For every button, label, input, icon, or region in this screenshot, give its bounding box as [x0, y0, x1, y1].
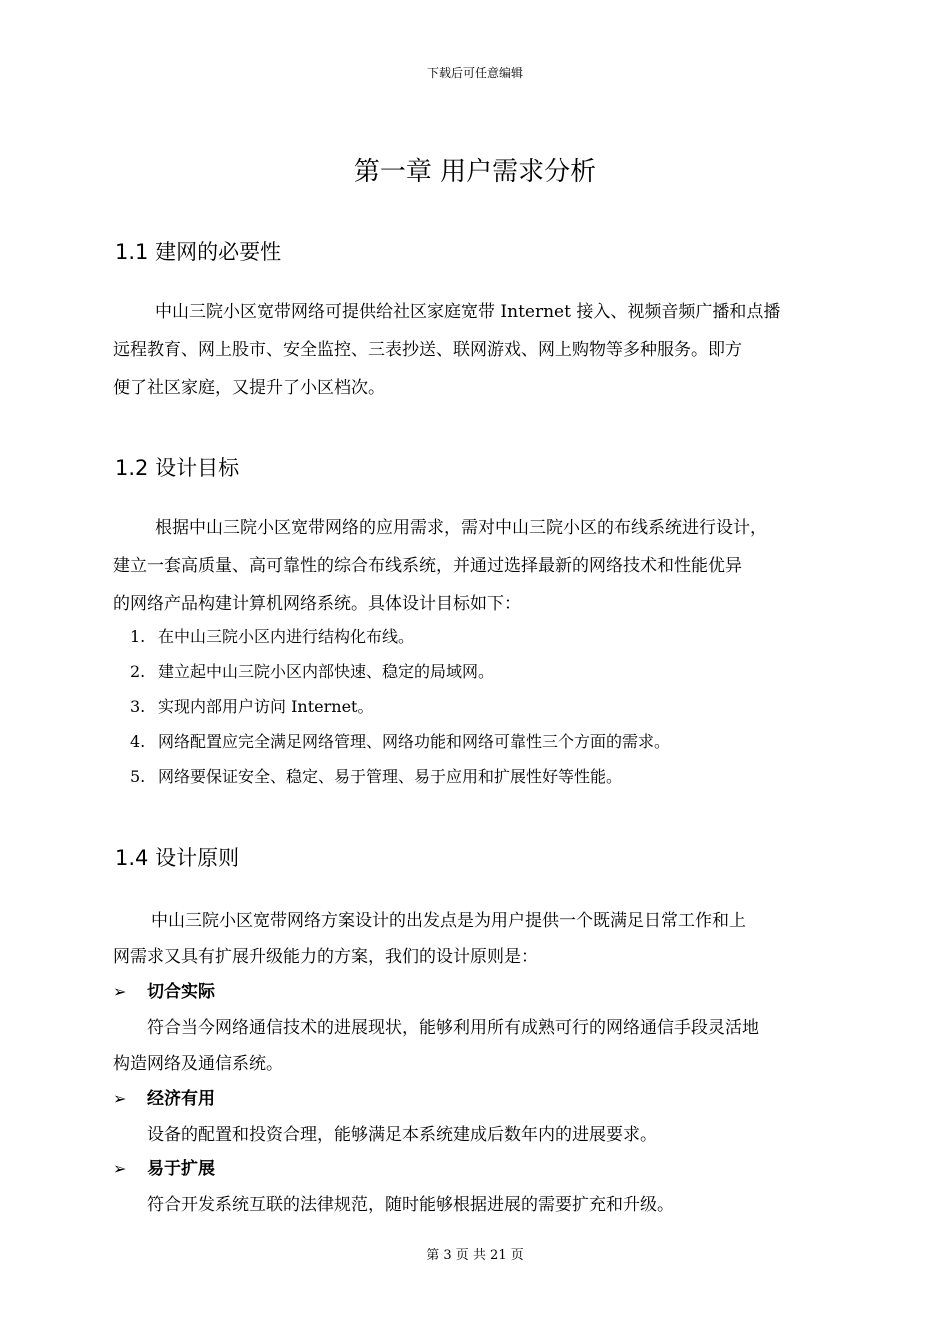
list-number: 4. [130, 732, 146, 751]
principle-line: 符合开发系统互联的法律规范，随时能够根据进展的需要扩充和升级。 [147, 1195, 674, 1215]
paragraph-line: 远程教育、网上股市、安全监控、三表抄送、联网游戏、网上购物等多种服务。即方 [113, 340, 742, 360]
paragraph-line: 便了社区家庭，又提升了小区档次。 [113, 378, 385, 398]
list-item: 网络配置应完全满足网络管理、网络功能和网络可靠性三个方面的需求。 [158, 732, 671, 751]
paragraph-line: 的网络产品构建计算机网络系统。具体设计目标如下： [113, 594, 521, 614]
list-number: 2. [130, 662, 146, 681]
arrow-bullet-icon: ➢ [113, 982, 127, 1001]
header-note: 下载后可任意编辑 [426, 66, 523, 80]
principle-title: 经济有用 [147, 1089, 215, 1109]
arrow-bullet-icon: ➢ [113, 1089, 127, 1108]
section-heading-1-2: 1.2 设计目标 [115, 456, 240, 480]
principle-title: 易于扩展 [147, 1159, 215, 1179]
section-heading-1-4: 1.4 设计原则 [115, 846, 240, 870]
list-item: 在中山三院小区内进行结构化布线。 [158, 627, 415, 646]
list-number: 3. [130, 697, 146, 716]
list-number: 5. [130, 767, 146, 786]
paragraph-line: 根据中山三院小区宽带网络的应用需求，需对中山三院小区的布线系统进行设计， [155, 518, 767, 538]
principle-line: 构造网络及通信系统。 [113, 1054, 283, 1074]
list-item: 建立起中山三院小区内部快速、稳定的局域网。 [158, 662, 495, 681]
principle-title: 切合实际 [147, 982, 215, 1002]
list-item: 网络要保证安全、稳定、易于管理、易于应用和扩展性好等性能。 [158, 767, 623, 786]
section-heading-1-1: 1.1 建网的必要性 [115, 240, 282, 264]
paragraph-line: 建立一套高质量、高可靠性的综合布线系统，并通过选择最新的网络技术和性能优异 [113, 556, 742, 576]
page-footer: 第 3 页 共 21 页 [426, 1248, 524, 1263]
paragraph-line: 中山三院小区宽带网络可提供给社区家庭宽带 Internet 接入、视频音频广播和点播 [155, 302, 781, 322]
principle-line: 符合当今网络通信技术的进展现状，能够利用所有成熟可行的网络通信手段灵活地 [147, 1018, 759, 1038]
arrow-bullet-icon: ➢ [113, 1159, 127, 1178]
list-item: 实现内部用户访问 Internet。 [158, 697, 374, 716]
list-number: 1. [130, 627, 146, 646]
paragraph-line: 中山三院小区宽带网络方案设计的出发点是为用户提供一个既满足日常工作和上 [151, 911, 746, 931]
principle-line: 设备的配置和投资合理，能够满足本系统建成后数年内的进展要求。 [147, 1125, 657, 1145]
paragraph-line: 网需求又具有扩展升级能力的方案，我们的设计原则是： [113, 947, 538, 967]
chapter-title: 第一章 用户需求分析 [353, 157, 597, 187]
